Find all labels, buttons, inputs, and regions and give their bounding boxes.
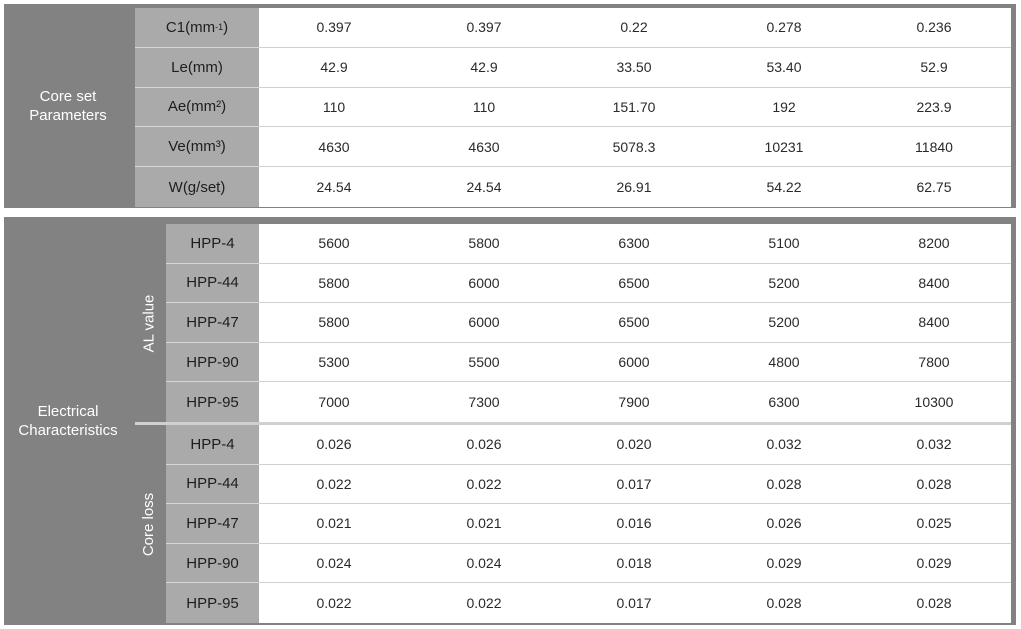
table-cell: 8400 — [918, 314, 950, 331]
table-cell: 5500 — [468, 354, 500, 371]
table-cell: 0.022 — [316, 595, 352, 612]
table-cell: 7300 — [468, 394, 500, 411]
table-row — [166, 465, 1011, 505]
row-label: HPP-44 — [166, 264, 259, 304]
table-cell: 33.50 — [616, 59, 652, 76]
core-loss-group-label: Core loss — [140, 492, 158, 556]
table-cell: 5800 — [468, 235, 500, 252]
table-row — [135, 8, 1011, 48]
electrical-panel — [4, 217, 1016, 625]
table-cell: 0.024 — [316, 555, 352, 572]
table-cell: 10300 — [914, 394, 954, 411]
table-row — [166, 425, 1011, 465]
table-cell: 0.032 — [766, 436, 802, 453]
table-cell: 5300 — [318, 354, 350, 371]
table-cell: 4630 — [318, 138, 350, 155]
table-cell: 6000 — [468, 274, 500, 291]
table-cell: 24.54 — [316, 179, 352, 196]
al-value-rows — [166, 224, 1011, 422]
table-cell: 24.54 — [466, 179, 502, 196]
table-cell: 0.020 — [616, 436, 652, 453]
table-cell: 10231 — [764, 138, 804, 155]
table-cell: 151.70 — [612, 98, 656, 115]
table-cell: 52.9 — [920, 59, 948, 76]
table-row — [166, 544, 1011, 584]
table-cell: 192 — [772, 98, 796, 115]
table-cell: 6300 — [618, 235, 650, 252]
table-row — [135, 48, 1011, 88]
table-cell: 0.017 — [616, 595, 652, 612]
table-row — [135, 127, 1011, 167]
table-cell: 0.025 — [916, 515, 952, 532]
table-cell: 0.028 — [916, 595, 952, 612]
table-cell: 53.40 — [766, 59, 802, 76]
table-cell: 0.017 — [616, 475, 652, 492]
table-cell: 5600 — [318, 235, 350, 252]
row-label: HPP-95 — [166, 583, 259, 623]
table-cell: 6500 — [618, 314, 650, 331]
row-label: HPP-47 — [166, 303, 259, 343]
table-row — [135, 88, 1011, 128]
row-label-c1: C1(mm -1 ) — [135, 8, 259, 48]
table-cell: 0.278 — [766, 19, 802, 36]
table-cell: 0.032 — [916, 436, 952, 453]
table-cell: 0.021 — [466, 515, 502, 532]
table-cell: 0.021 — [316, 515, 352, 532]
table-cell: 223.9 — [916, 98, 952, 115]
table-cell: 0.016 — [616, 515, 652, 532]
table-row — [166, 224, 1011, 264]
table-cell: 8400 — [918, 274, 950, 291]
table-cell: 0.022 — [316, 475, 352, 492]
table-cell: 5100 — [768, 235, 800, 252]
table-cell: 5078.3 — [612, 138, 656, 155]
row-label: HPP-95 — [166, 382, 259, 422]
row-label: HPP-44 — [166, 465, 259, 505]
row-label: HPP-47 — [166, 504, 259, 544]
table-cell: 0.397 — [316, 19, 352, 36]
table-cell: 6300 — [768, 394, 800, 411]
table-cell: 110 — [322, 98, 346, 115]
table-row — [135, 167, 1011, 207]
row-label-ae: Ae(mm²) — [135, 88, 259, 128]
table-row — [166, 504, 1011, 544]
table-row — [166, 343, 1011, 383]
table-cell: 0.026 — [766, 515, 802, 532]
table-cell: 0.029 — [916, 555, 952, 572]
table-cell: 4800 — [768, 354, 800, 371]
row-label: HPP-4 — [166, 425, 259, 465]
table-cell: 0.236 — [916, 19, 952, 36]
table-cell: 0.029 — [766, 555, 802, 572]
row-label-w: W(g/set) — [135, 167, 259, 207]
row-label-ve: Ve(mm³) — [135, 127, 259, 167]
table-row — [166, 303, 1011, 343]
table-cell: 0.028 — [766, 595, 802, 612]
table-cell: 6000 — [618, 354, 650, 371]
row-label-le: Le(mm) — [135, 48, 259, 88]
table-cell: 42.9 — [320, 59, 348, 76]
table-cell: 8200 — [918, 235, 950, 252]
table-cell: 5200 — [768, 314, 800, 331]
table-cell: 0.22 — [620, 19, 648, 36]
table-cell: 0.022 — [466, 475, 502, 492]
core-loss-rows — [166, 425, 1011, 623]
row-label: HPP-90 — [166, 544, 259, 584]
table-row — [166, 583, 1011, 623]
table-cell: 54.22 — [766, 179, 802, 196]
table-cell: 0.026 — [316, 436, 352, 453]
al-value-group-label: AL value — [140, 294, 158, 352]
table-cell: 6000 — [468, 314, 500, 331]
table-cell: 42.9 — [470, 59, 498, 76]
table-cell: 26.91 — [616, 179, 652, 196]
table-cell: 0.397 — [466, 19, 502, 36]
row-label: HPP-4 — [166, 224, 259, 264]
table-cell: 5800 — [318, 314, 350, 331]
table-cell: 0.028 — [916, 475, 952, 492]
core-set-category-label: Core set Parameters — [29, 88, 107, 124]
table-cell: 110 — [472, 98, 496, 115]
core-set-panel — [4, 4, 1016, 208]
table-row — [166, 382, 1011, 422]
core-set-rows — [135, 8, 1011, 207]
table-cell: 5800 — [318, 274, 350, 291]
table-cell: 0.024 — [466, 555, 502, 572]
row-label: HPP-90 — [166, 343, 259, 383]
table-cell: 4630 — [468, 138, 500, 155]
table-row — [166, 264, 1011, 304]
electrical-category-label: Electrical Characteristics — [18, 403, 118, 439]
table-cell: 0.026 — [466, 436, 502, 453]
table-cell: 11840 — [915, 138, 953, 155]
table-cell: 62.75 — [916, 179, 952, 196]
table-cell: 5200 — [768, 274, 800, 291]
table-cell: 0.018 — [616, 555, 652, 572]
table-cell: 0.028 — [766, 475, 802, 492]
table-cell: 6500 — [618, 274, 650, 291]
table-cell: 7900 — [618, 394, 650, 411]
table-cell: 7800 — [918, 354, 950, 371]
table-cell: 0.022 — [466, 595, 502, 612]
table-cell: 7000 — [318, 394, 350, 411]
